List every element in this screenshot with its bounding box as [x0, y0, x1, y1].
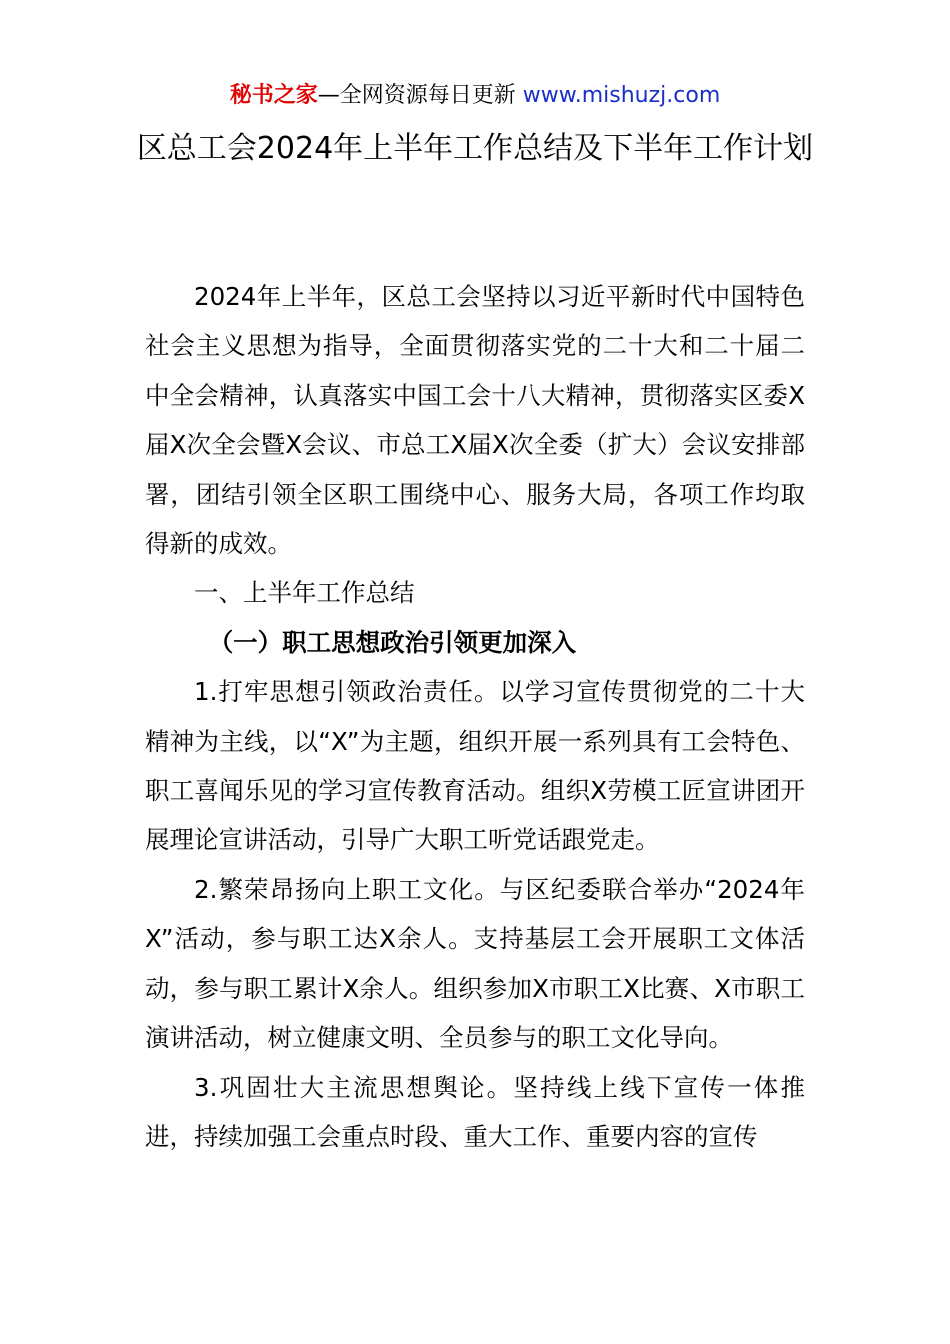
section-heading: 一、上半年工作总结 — [194, 578, 415, 608]
site-brand: 秘书之家 — [229, 83, 318, 108]
body-paragraph: 2.繁荣昂扬向上职工文化。与区纪委联合举办“2024年X”活动，参与职工达X余人。支持基层工会开展职工文体活动，参与职工累计X余人。组织参加X市职工X比赛、X市职工演讲活动，树立健康文明、全员参与的职工文化导向。 — [145, 874, 805, 1053]
site-header — [0, 80, 950, 112]
document-title: 区总工会2024年上半年工作总结及下半年工作计划 — [136, 131, 814, 166]
document-body — [145, 272, 805, 1161]
body-paragraph: 3.巩固壮大主流思想舆论。坚持线上线下宣传一体推进，持续加强工会重点时段、重大工作、重要内容的宣传 — [145, 1072, 805, 1151]
body-paragraph: 1.打牢思想引领政治责任。以学习宣传贯彻党的二十大精神为主线，以“X”为主题，组织开展一系列具有工会特色、职工喜闻乐见的学习宣传教育活动。组织X劳模工匠宣讲团开展理论宣讲活动，引导广大职工听党话跟党走。 — [145, 677, 805, 855]
site-url-link[interactable]: www.mishuzj.com — [522, 83, 721, 108]
intro-paragraph: 2024年上半年，区总工会坚持以习近平新时代中国特色社会主义思想为指导，全面贯彻落实党的二十大和二十届二中全会精神，认真落实中国工会十八大精神，贯彻落实区委X届X次全会暨X会议、市总工X届X次全委（扩大）会议安排部署，团结引领全区职工围绕中心、服务大局，各项工作均取得新的成效。 — [145, 282, 805, 559]
subsection-heading: （一）职工思想政治引领更加深入 — [208, 627, 577, 657]
site-tagline: —全网资源每日更新 — [317, 83, 523, 108]
